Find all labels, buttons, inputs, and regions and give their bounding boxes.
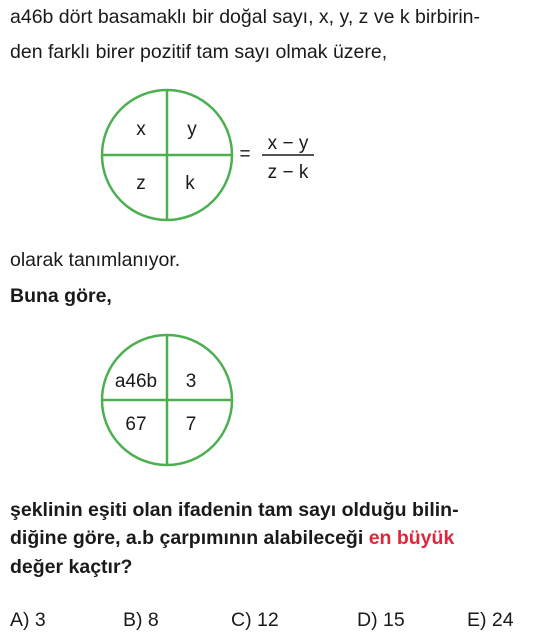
definition-fraction xyxy=(239,133,314,183)
example-cell-top-right: 3 xyxy=(185,371,197,392)
example-cell-top-left: a46b xyxy=(114,371,158,392)
intro-line-2: den farklı birer pozitif tam sayı olmak üzere, xyxy=(10,41,388,63)
example-cell-bottom-right: 7 xyxy=(185,414,197,435)
example-circle xyxy=(102,335,232,465)
fraction-denominator: z − k xyxy=(267,162,309,183)
question-line-3: değer kaçtır? xyxy=(10,556,133,578)
definition-cell-k: k xyxy=(185,173,195,194)
equals-sign: = xyxy=(239,144,251,165)
question-line-1: şeklinin eşiti olan ifadenin tam sayı olduğu bilin- xyxy=(10,499,459,521)
fraction-numerator: x − y xyxy=(267,133,309,154)
definition-circle xyxy=(102,90,232,220)
choice-a[interactable]: A) 3 xyxy=(10,609,46,631)
after-definition-text: olarak tanımlanıyor. xyxy=(10,249,181,271)
definition-cell-x: x xyxy=(136,119,146,140)
example-cell-bottom-left: 67 xyxy=(125,414,147,435)
choice-e[interactable]: E) 24 xyxy=(467,609,514,631)
definition-cell-y: y xyxy=(187,119,197,140)
intro-line-1: a46b dört basamaklı bir doğal sayı, x, y, z ve k birbirin- xyxy=(10,6,481,28)
question-highlight: en büyük xyxy=(368,527,455,549)
question-line-2-text: diğine göre, a.b çarpımının alabileceği xyxy=(10,527,369,549)
definition-cell-z: z xyxy=(136,173,146,194)
buna-gore-text: Buna göre, xyxy=(10,285,112,307)
choice-c[interactable]: C) 12 xyxy=(231,609,279,631)
question-line-2 xyxy=(10,526,454,550)
choice-d[interactable]: D) 15 xyxy=(357,609,405,631)
choice-b[interactable]: B) 8 xyxy=(123,609,159,631)
